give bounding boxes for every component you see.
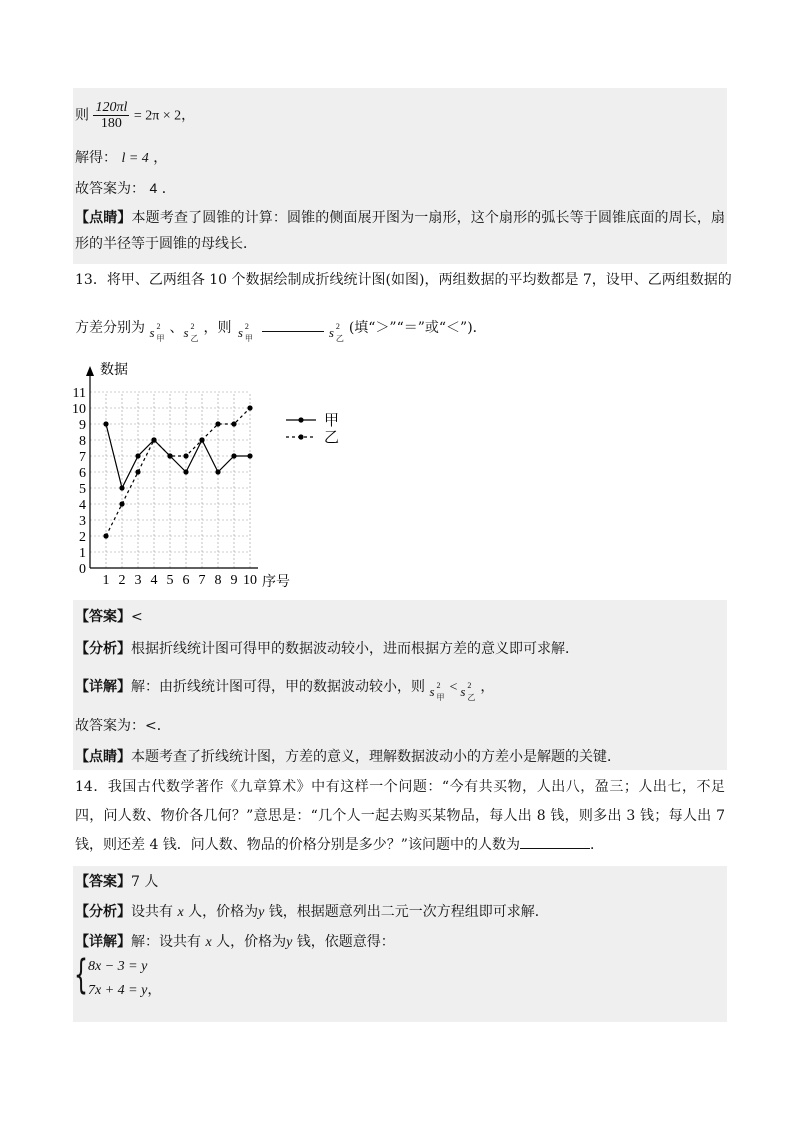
x-tick-label: 8 <box>214 573 222 588</box>
x-tick-label: 9 <box>230 573 238 588</box>
sub-jia: 甲 <box>244 334 253 343</box>
q14-analysis-c: 钱，根据题意列出二元一次方程组即可求解． <box>268 904 549 920</box>
x-tick-label: 7 <box>198 573 206 588</box>
q13-line2 <box>75 317 487 343</box>
q13-fill-note: (填“＞”“＝”或“＜”)． <box>348 320 487 336</box>
q14-eq1: 8x − 3 = y <box>88 959 148 974</box>
s2-jia-3 <box>429 676 449 702</box>
q13-detail-end: ， <box>480 679 495 695</box>
chart-axes <box>86 366 258 568</box>
q13-detail-tag: 【详解】 <box>75 679 131 695</box>
chart-grid <box>90 392 250 568</box>
q13-analysis <box>75 639 579 659</box>
x-tick-label: 5 <box>166 573 174 588</box>
y-tick-label: 5 <box>79 482 86 497</box>
sup-2: 2 <box>190 322 195 331</box>
s-letter: s <box>183 325 189 340</box>
q14-answer-blank[interactable] <box>520 834 590 849</box>
data-point <box>231 453 236 458</box>
q13-answer-blank[interactable] <box>262 317 324 332</box>
equation-system-brace: { <box>74 952 88 998</box>
legend-marker <box>298 434 303 439</box>
q14-detail-c: 钱，依题意得： <box>296 934 395 950</box>
q14-text-end: ． <box>589 837 604 853</box>
q14-detail-tag: 【详解】 <box>75 934 131 950</box>
s2-yi-3 <box>460 676 480 702</box>
data-point <box>183 453 188 458</box>
y-axis-arrow <box>86 366 94 376</box>
q14-analysis-tag: 【分析】 <box>75 904 131 920</box>
y-tick-label: 11 <box>72 386 86 401</box>
data-point <box>119 485 124 490</box>
data-point <box>135 453 140 458</box>
legend-marker <box>298 417 303 422</box>
s-letter: s <box>149 325 155 340</box>
data-point <box>247 453 252 458</box>
q12-solve-end: ， <box>153 150 168 166</box>
q13-variance-label: 方差分别为 <box>75 320 145 336</box>
q12-equation-line <box>75 100 195 131</box>
y-tick-label: 4 <box>79 498 86 513</box>
sup-2: 2 <box>335 322 340 331</box>
q14-analysis-b: 人，价格为 <box>188 904 259 920</box>
data-point <box>215 469 220 474</box>
q12-rhs: = 2π × 2， <box>133 108 196 124</box>
s2-yi-2 <box>328 317 349 343</box>
sup-2: 2 <box>244 322 249 331</box>
y-tick-label: 2 <box>79 530 86 545</box>
data-point <box>135 469 140 474</box>
q12-answer-label: 故答案为： <box>75 181 145 197</box>
s2-jia <box>149 317 169 343</box>
q13-detail-text: 解：由折线统计图可得，甲的数据波动较小，则 <box>131 679 425 695</box>
y-tick-label: 6 <box>79 466 86 481</box>
q12-answer-end: ． <box>161 181 176 197</box>
q13-conclusion: 故答案为：<． <box>75 718 171 734</box>
data-point <box>183 469 188 474</box>
q14-y-var: y <box>258 905 265 920</box>
sub-yi: 乙 <box>467 693 476 702</box>
y-tick-label: 3 <box>79 514 86 529</box>
q14-answer-tag: 【答案】 <box>75 874 131 890</box>
q13-comment-tag: 【点睛】 <box>75 749 131 765</box>
y-tick-label: 1 <box>79 546 86 561</box>
q14-detail <box>75 932 395 953</box>
q14-detail-b: 人，价格为 <box>216 934 287 950</box>
s-letter: s <box>328 325 334 340</box>
q14-x-var: x <box>205 935 212 950</box>
data-point <box>103 421 108 426</box>
q13-comment <box>75 747 621 767</box>
q12-solve-label: 解得： <box>75 150 117 166</box>
x-tick-label: 4 <box>150 573 158 588</box>
q12-ze: 则 <box>75 107 89 124</box>
q14-answer <box>75 872 158 892</box>
sup-2: 2 <box>467 681 472 690</box>
data-point <box>103 533 108 538</box>
q14-eq2: 7x + 4 = y <box>88 983 148 998</box>
q12-comment-tag: 【点睛】 <box>75 210 132 226</box>
q14-x-var: x <box>177 905 184 920</box>
sub-jia: 甲 <box>436 693 445 702</box>
q13-line1: 13．将甲、乙两组各 10 个数据绘制成折线统计图(如图)，两组数据的平均数都是 7，设甲、乙两组数据的 <box>75 272 732 288</box>
sub-jia: 甲 <box>156 334 165 343</box>
q14-eq2-line <box>88 980 161 1001</box>
y-tick-label: 8 <box>79 434 86 449</box>
q12-fraction <box>93 100 129 131</box>
q12-answer-line <box>75 178 176 199</box>
sub-yi: 乙 <box>335 334 344 343</box>
q12-comment <box>75 205 725 257</box>
q13-analysis-tag: 【分析】 <box>75 641 131 657</box>
data-point <box>215 421 220 426</box>
q12-frac-den: 180 <box>100 116 122 131</box>
q13-detail <box>75 676 495 702</box>
q12-solve-math: l = 4 <box>121 151 149 166</box>
q12-answer-value: 4 <box>149 180 158 196</box>
q13-answer-value: < <box>131 609 143 625</box>
data-point <box>151 437 156 442</box>
chart-xlabel: 序号 <box>262 575 290 590</box>
chart-legend <box>286 412 339 446</box>
y-tick-label: 0 <box>79 562 86 577</box>
y-tick-label: 9 <box>79 418 86 433</box>
q14-eq2-end: ， <box>147 982 162 998</box>
y-tick-label: 7 <box>79 450 86 465</box>
data-point <box>119 501 124 506</box>
q12-frac-num: 120πl <box>95 100 128 115</box>
q14-answer-value: 7 人 <box>131 874 159 890</box>
legend-label: 甲 <box>324 413 340 429</box>
q13-answer-tag: 【答案】 <box>75 609 131 625</box>
s2-yi <box>183 317 203 343</box>
q14-analysis <box>75 902 549 923</box>
chart-ylabel: 数据 <box>100 363 128 378</box>
x-tick-label: 10 <box>243 573 257 588</box>
sub-yi: 乙 <box>190 334 199 343</box>
q14-text: 14．我国古代数学著作《九章算术》中有这样一个问题：“今有共买物，人出八，盈三；人出七，不足四，问人数、物价各几何？”意思是：“几个人一起去购买某物品，每人出 8 钱，则多出 3 钱；每人出 7 钱，则还差 4 钱．问人数、物品的价格分别是多少？”该问题中的人数为 <box>75 779 725 853</box>
x-tick-label: 1 <box>102 573 110 588</box>
x-tick-label: 6 <box>182 573 190 588</box>
data-point <box>247 405 252 410</box>
data-point <box>167 453 172 458</box>
q13-detail-lt: < <box>449 680 458 695</box>
s2-jia-2 <box>237 317 258 343</box>
q13-answer <box>75 607 143 627</box>
q12-comment-text: 本题考查了圆锥的计算：圆锥的侧面展开图为一扇形，这个扇形的弧长等于圆锥底面的周长，扇形的半径等于圆锥的母线长． <box>75 210 726 252</box>
q14-y-var: y <box>286 935 293 950</box>
q14-analysis-a: 设共有 <box>131 904 173 920</box>
q13-analysis-text: 根据折线统计图可得甲的数据波动较小，进而根据方差的意义即可求解． <box>131 641 579 657</box>
data-point <box>199 437 204 442</box>
s-letter: s <box>429 684 435 699</box>
q14-detail-a: 解：设共有 <box>131 934 201 950</box>
q13-sep: 、 <box>169 320 184 336</box>
data-point <box>231 421 236 426</box>
y-tick-label: 10 <box>72 402 86 417</box>
q14-question <box>75 773 725 860</box>
q13-line-chart <box>70 352 390 592</box>
q13-ze: ，则 <box>203 320 232 336</box>
sup-2: 2 <box>156 322 161 331</box>
s-letter: s <box>237 325 243 340</box>
q12-solve-line <box>75 148 167 169</box>
legend-label: 乙 <box>324 430 340 446</box>
sup-2: 2 <box>436 681 441 690</box>
x-tick-label: 3 <box>134 573 142 588</box>
chart-ticks <box>72 386 257 588</box>
q13-comment-text: 本题考查了折线统计图，方差的意义，理解数据波动小的方差小是解题的关键． <box>131 749 621 765</box>
s-letter: s <box>460 684 466 699</box>
x-tick-label: 2 <box>118 573 126 588</box>
